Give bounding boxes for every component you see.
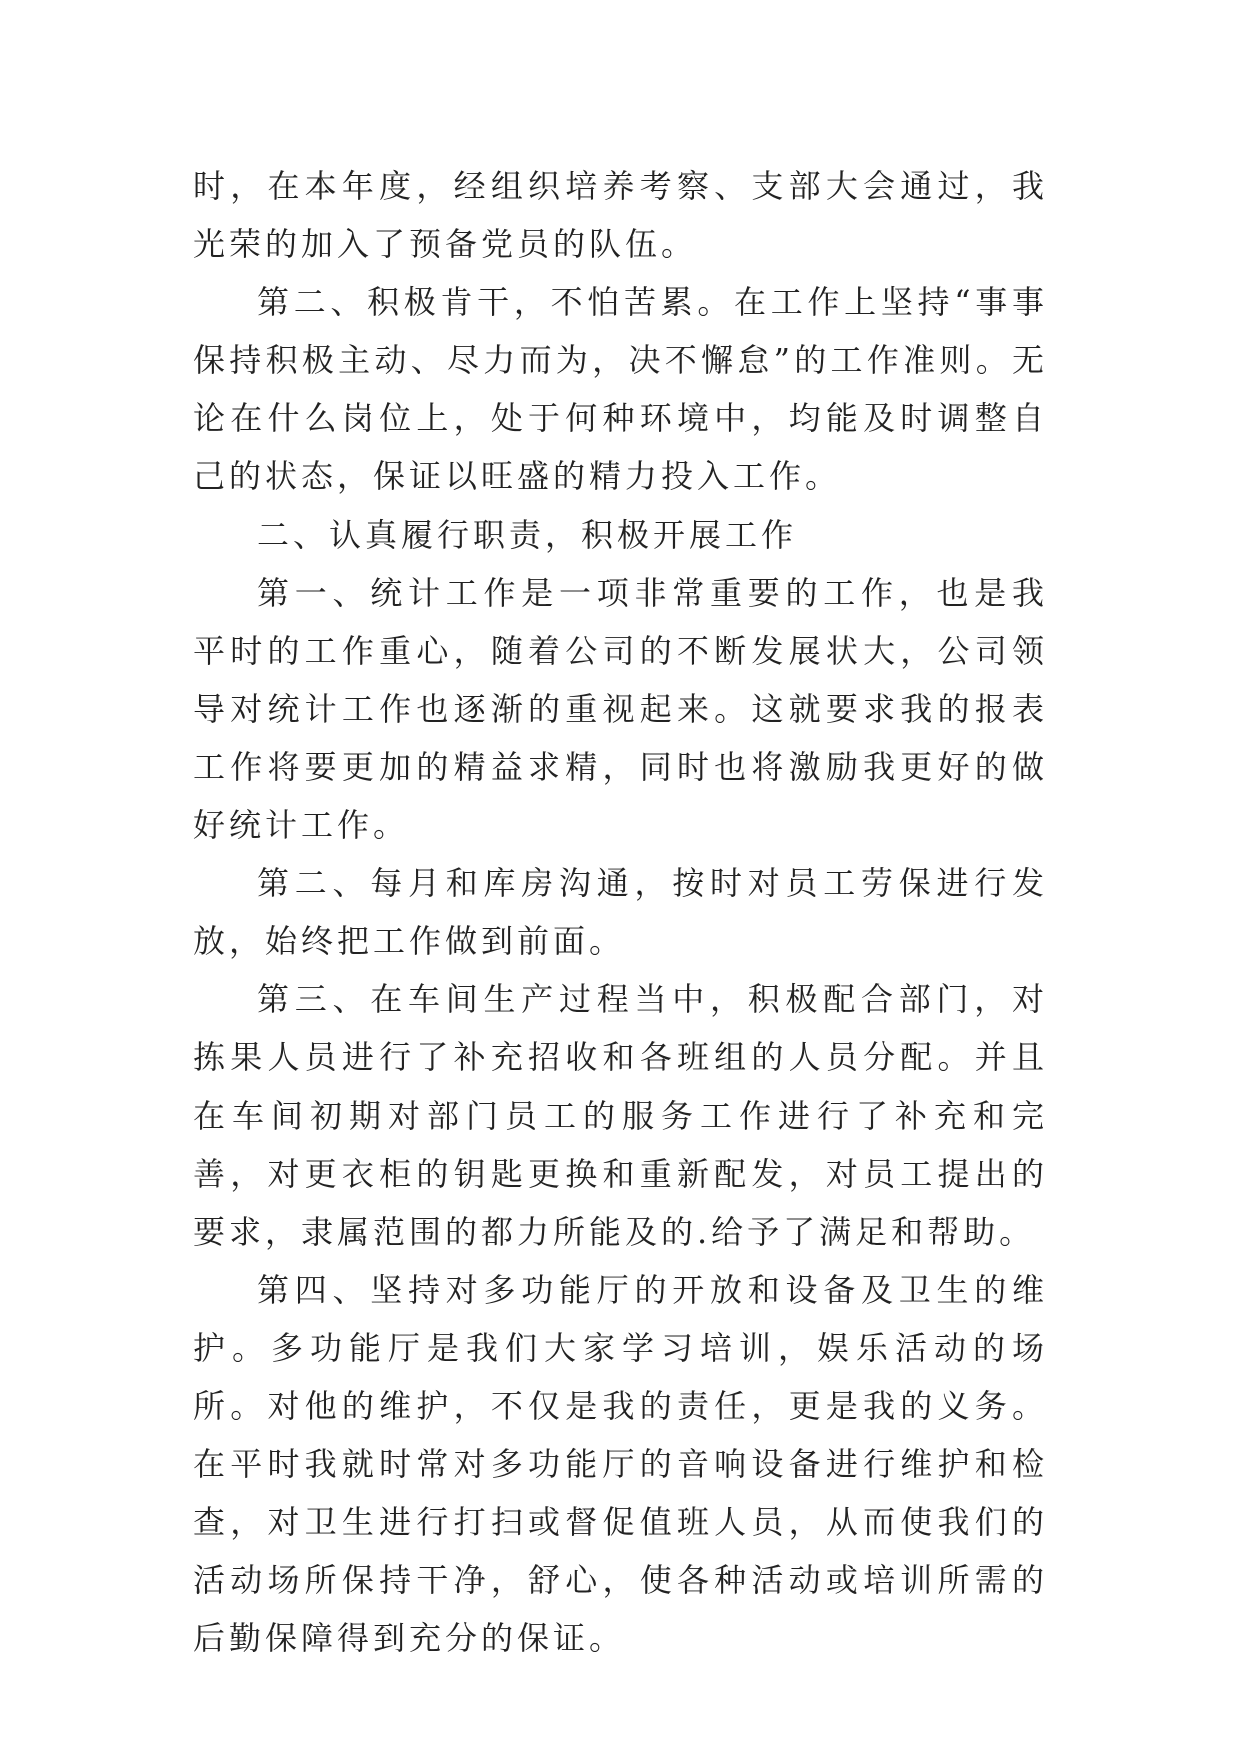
paragraph-continuation: 时，在本年度，经组织培养考察、支部大会通过，我光荣的加入了预备党员的队伍。 [193, 167, 1048, 264]
paragraph-statistics-work: 第一、统计工作是一项非常重要的工作，也是我平时的工作重心，随着公司的不断发展状大，公司领导对统计工作也逐渐的重视起来。这就要求我的报表工作将要更加的精益求精，同时也将激励我更好的做好统计工作。 [193, 573, 1048, 845]
section-heading: 二、认真履行职责，积极开展工作 [257, 515, 798, 554]
paragraph-point-two: 第二、积极肯干，不怕苦累。在工作上坚持“事事保持积极主动、尽力而为，决不懈怠”的工作准则。无论在什么岗位上，处于何种环境中，均能及时调整自己的状态，保证以旺盛的精力投入工作。 [193, 283, 1048, 496]
paragraph-workshop: 第三、在车间生产过程当中，积极配合部门，对拣果人员进行了补充招收和各班组的人员分配。并且在车间初期对部门员工的服务工作进行了补充和完善，对更衣柜的钥匙更换和重新配发，对员工提出的要求，隶属范围的都力所能及的.给予了满足和帮助。 [193, 980, 1048, 1251]
document-body [193, 157, 1048, 1667]
paragraph-warehouse: 第二、每月和库房沟通，按时对员工劳保进行发放，始终把工作做到前面。 [193, 864, 1048, 961]
paragraph-function-hall: 第四、坚持对多功能厅的开放和设备及卫生的维护。多功能厅是我们大家学习培训，娱乐活动的场所。对他的维护，不仅是我的责任，更是我的义务。在平时我就时常对多功能厅的音响设备进行维护和检查，对卫生进行打扫或督促值班人员，从而使我们的活动场所保持干净，舒心，使各种活动或培训所需的后勤保障得到充分的保证。 [193, 1270, 1048, 1658]
